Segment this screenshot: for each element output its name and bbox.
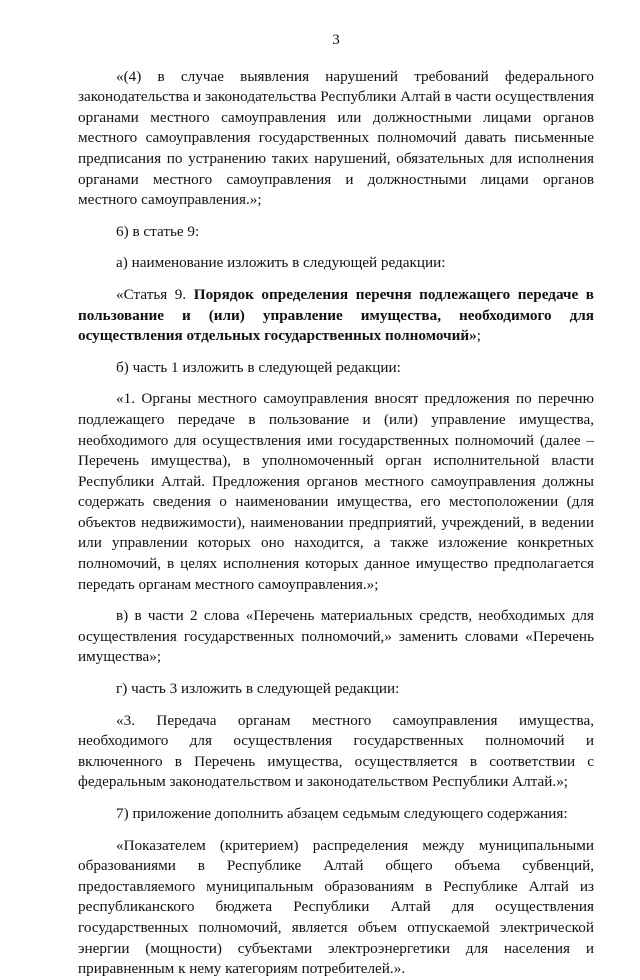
article-9-prefix: «Статья 9. bbox=[116, 285, 194, 303]
paragraph-part-2-amendment: в) в части 2 слова «Перечень материальных средств, необходимых для осуществления государственных полномочий,» заменить словами «Перечень имущества»; bbox=[78, 607, 594, 666]
paragraph-article-9-heading: 6) в статье 9: bbox=[116, 222, 200, 240]
paragraph-part-3-amendment: г) часть 3 изложить в следующей редакции: bbox=[116, 680, 400, 698]
paragraph-part-3-text: «3. Передача органам местного самоуправления имущества, необходимого для осуществления государственных полномочий и включенного в Перечень имущества, осуществляется в соответствии с федеральным законодательством и законодательством Республики Алтай.»; bbox=[78, 711, 594, 791]
paragraph-part-1-text: «1. Органы местного самоуправления вносят предложения по перечню подлежащего передаче в пользование и (или) управление имущества, необходимого для осуществления ими государственных полномочий (далее – Перечень имущества), в уполномоченный орган исполнительной власти Республики Алтай. Предложения органов местного самоуправления должны содержать сведения о наименовании имущества, его местоположении (для объектов недвижимости), наименовании предприятий, учреждений, в ведении или управлении которых оно находится, а также изложение конкретных полномочий, в целях исполнения которых данное имущество предполагается передать органам местного самоуправления.»; bbox=[78, 390, 594, 593]
paragraph-title-amendment: а) наименование изложить в следующей редакции: bbox=[116, 254, 446, 272]
article-9-suffix: ; bbox=[476, 327, 481, 345]
paragraph-part-1-amendment: б) часть 1 изложить в следующей редакции: bbox=[116, 358, 401, 376]
paragraph-article-9-title bbox=[78, 285, 594, 347]
paragraph-appendix-text: «Показателем (критерием) распределения между муниципальными образованиями в Республике Алтай общего объема субвенций, предоставляемого муниципальным образованиям в Республике Алтай из республиканского бюджета Республики Алтай для осуществления государственных полномочий, является объем отпускаемой электрической энергии (мощности) субъектами электроэнергетики для населения и приравненным к нему категориям потребителей.». bbox=[78, 836, 594, 978]
article-9-bold-title: Порядок определения перечня подлежащего передаче в пользование и (или) управление имущества, необходимого для осуществления отдельных государственных полномочий» bbox=[78, 285, 594, 345]
paragraph-item-4-supervision: «(4) в случае выявления нарушений требований федерального законодательства и законодательства Республики Алтай в части осуществления органами местного самоуправления или должностными лицами органов местного самоуправления государственных полномочий давать письменные предписания по устранению таких нарушений, обязательных для исполнения органами местного самоуправления и должностными лицами органов местного самоуправления.»; bbox=[78, 67, 594, 209]
page-number: 3 bbox=[332, 32, 340, 48]
paragraph-appendix-amendment: 7) приложение дополнить абзацем седьмым следующего содержания: bbox=[116, 805, 568, 822]
